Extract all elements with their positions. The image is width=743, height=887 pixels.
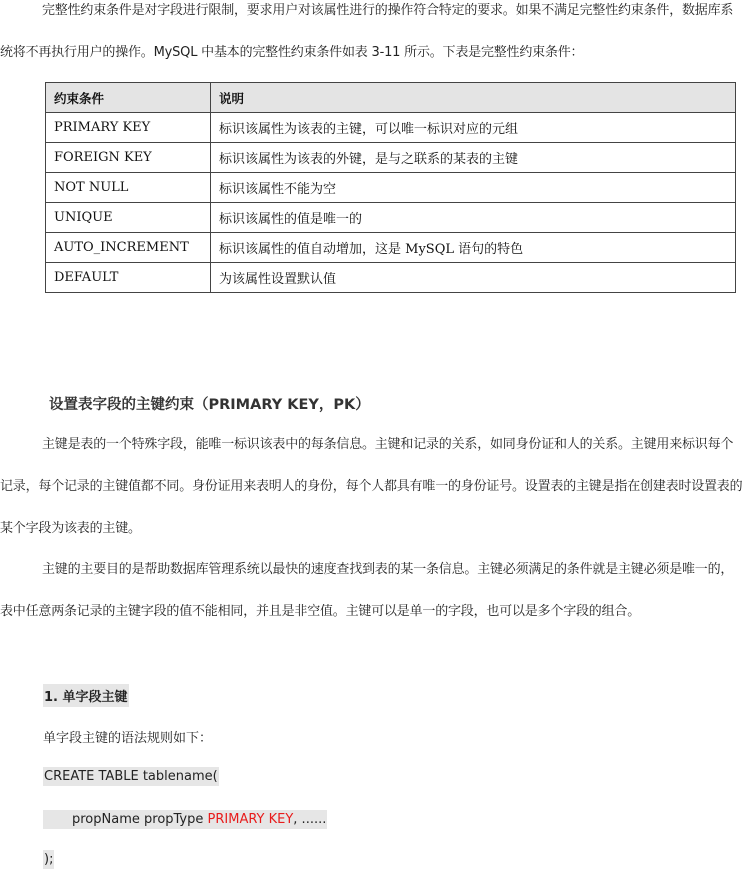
code-line-1: CREATE TABLE tablename(	[44, 769, 218, 784]
subheading-single-field-key: 1. 单字段主键	[43, 684, 129, 707]
constraints-table	[45, 82, 736, 293]
code-line-3: );	[44, 852, 54, 867]
primary-key-paragraph-1	[0, 424, 743, 550]
constraint-description: 为该属性设置默认值	[211, 263, 736, 293]
syntax-intro: 单字段主键的语法规则如下：	[43, 731, 213, 746]
constraint-name: NOT NULL	[46, 173, 211, 203]
intro-text: 完整性约束条件是对字段进行限制，要求用户对该属性进行的操作符合特定的要求。如果不满足完整性约束条件，数据库系统将不再执行用户的操作。MySQL 中基本的完整性约束条件如表 3-11 所示。下表是完整性约束条件：	[0, 3, 734, 60]
paragraph-text: 主键是表的一个特殊字段，能唯一标识该表中的每条信息。主键和记录的关系，如同身份证和人的关系。主键用来标识每个记录，每个记录的主键值都不同。身份证用来表明人的身份，每个人都具有唯一的身份证号。设置表的主键是指在创建表时设置表的某个字段为该表的主键。	[0, 437, 743, 536]
code-ellipsis: , ......	[293, 812, 327, 827]
constraint-description: 标识该属性不能为空	[211, 173, 736, 203]
table-row	[46, 263, 736, 293]
code-line-2	[43, 810, 327, 829]
primary-key-paragraph-2	[0, 549, 743, 633]
section-heading: 设置表字段的主键约束（PRIMARY KEY，PK）	[49, 397, 370, 413]
constraint-name: FOREIGN KEY	[46, 143, 211, 173]
table-row	[46, 233, 736, 263]
constraint-description: 标识该属性为该表的外键，是与之联系的某表的主键	[211, 143, 736, 173]
constraint-name: AUTO_INCREMENT	[46, 233, 211, 263]
column-header-constraint: 约束条件	[46, 83, 211, 113]
paragraph-text: 主键的主要目的是帮助数据库管理系统以最快的速度查找到表的某一条信息。主键必须满足的条件就是主键必须是唯一的，表中任意两条记录的主键字段的值不能相同，并且是非空值。主键可以是单一的字段，也可以是多个字段的组合。	[0, 562, 734, 619]
code-column-def: propName propType	[72, 812, 208, 827]
table-header-row	[46, 83, 736, 113]
constraint-name: UNIQUE	[46, 203, 211, 233]
constraint-description: 标识该属性的值是唯一的	[211, 203, 736, 233]
constraint-name: DEFAULT	[46, 263, 211, 293]
constraint-name: PRIMARY KEY	[46, 113, 211, 143]
table-row	[46, 113, 736, 143]
column-header-description: 说明	[211, 83, 736, 113]
table-row	[46, 203, 736, 233]
intro-paragraph	[0, 0, 743, 74]
constraint-description: 标识该属性的值自动增加，这是 MySQL 语句的特色	[211, 233, 736, 263]
constraint-description: 标识该属性为该表的主键，可以唯一标识对应的元组	[211, 113, 736, 143]
table-row	[46, 143, 736, 173]
code-keyword-primary-key: PRIMARY KEY	[207, 812, 294, 827]
table-row	[46, 173, 736, 203]
